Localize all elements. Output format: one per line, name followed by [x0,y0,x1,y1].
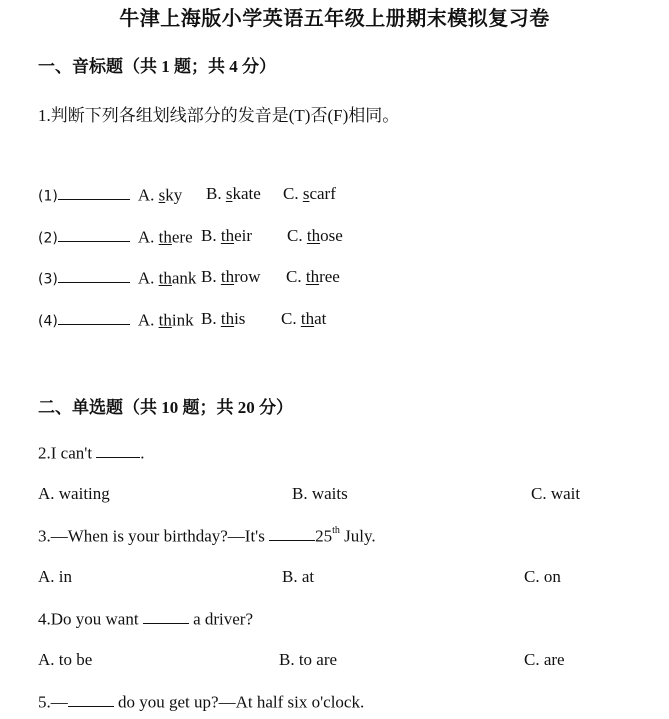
underlined-letters: th [306,226,321,245]
question-4-tail: a driver? [188,609,254,629]
word-part: B. [201,267,221,286]
section-1-heading: 一、音标题（共 1 题；共 4 分） [38,57,276,76]
question-4-text: 4.Do you want [38,609,143,629]
question-2-tail: . [140,443,145,463]
question-3-text: 3.—When is your birthday?—It's [38,526,270,546]
answer-blank[interactable] [58,309,130,325]
answer-blank[interactable] [96,442,140,458]
word-part: B. [201,309,221,328]
question-3-date-number: 25 [315,526,333,546]
word-part: A. [137,227,159,247]
question-5-text: 5.— [38,692,68,712]
answer-blank[interactable] [68,691,114,707]
word-part: C. [287,226,307,245]
word-part: C. [281,309,301,328]
word-part: ose [320,226,343,245]
word-part: ank [171,268,197,288]
phonics-item [38,226,343,247]
item-number: (2) [38,230,58,247]
word-option-a [138,268,197,287]
phonics-item [38,267,340,288]
phonics-item [38,309,327,330]
word-option-c [283,184,336,204]
word-part: at [314,309,327,328]
word-option-a [138,310,194,329]
word-part: B. [201,226,221,245]
section-2-heading: 二、单选题（共 10 题；共 20 分） [38,398,293,417]
question-4-stem [38,608,253,629]
word-part: A. [137,185,159,205]
word-option-b [201,226,252,246]
question-4-option-b[interactable]: B. to are [279,650,338,669]
word-part: kate [232,184,261,203]
question-2-option-a[interactable]: A. waiting [38,484,110,503]
answer-blank[interactable] [58,267,130,283]
word-part: row [234,267,261,286]
item-number: (1) [38,188,58,205]
word-part: ere [171,227,193,247]
underlined-letters: th [158,310,172,330]
underlined-letters: s [302,184,310,203]
word-option-b [201,309,245,329]
word-option-c [287,226,343,246]
underlined-letters: th [220,309,235,328]
word-part: carf [309,184,336,203]
word-part: A. [137,268,159,288]
underlined-letters: s [225,184,233,203]
question-3-tail: July. [339,526,376,546]
question-3-option-a[interactable]: A. in [38,567,72,586]
question-2-option-b[interactable]: B. waits [292,484,348,503]
question-4-option-a[interactable]: A. to be [38,650,93,669]
word-part: A. [137,310,159,330]
underlined-letters: th [220,226,235,245]
answer-blank[interactable] [58,184,130,200]
question-2-text: 2.I can't [38,443,97,463]
answer-blank[interactable] [58,226,130,242]
word-option-a [138,185,182,204]
question-5-tail: do you get up?—At half six o'clock. [113,692,365,712]
question-3-stem [38,525,376,546]
word-part: is [234,309,246,328]
question-3-date-suffix: th [332,524,340,536]
word-option-b [206,184,261,204]
word-part: ink [171,310,194,330]
word-option-c [286,267,340,287]
question-2-option-c[interactable]: C. wait [531,484,581,503]
answer-blank[interactable] [143,608,189,624]
item-number: (4) [38,313,58,330]
word-option-a [138,227,193,246]
word-part: ree [319,267,340,286]
answer-blank[interactable] [269,525,315,541]
underlined-letters: s [158,185,166,205]
word-part: eir [234,226,253,245]
question-1-stem: 1.判断下列各组划线部分的发音是(T)否(F)相同。 [38,106,400,125]
word-part: ky [165,185,183,205]
item-number: (3) [38,271,58,288]
question-5-stem [38,691,364,712]
underlined-letters: th [220,267,235,286]
underlined-letters: th [158,227,172,247]
word-option-c [281,309,326,329]
phonics-item [38,184,336,205]
question-3-option-c[interactable]: C. on [524,567,561,586]
word-part: B. [206,184,226,203]
word-option-b [201,267,261,287]
underlined-letters: th [158,268,172,288]
question-4-option-c[interactable]: C. are [524,650,565,669]
underlined-letters: th [300,309,315,328]
word-part: C. [286,267,306,286]
underlined-letters: th [305,267,320,286]
page-title: 牛津上海版小学英语五年级上册期末模拟复习卷 [119,8,550,30]
question-2-stem [38,442,145,463]
word-part: C. [283,184,303,203]
question-3-option-b[interactable]: B. at [282,567,315,586]
